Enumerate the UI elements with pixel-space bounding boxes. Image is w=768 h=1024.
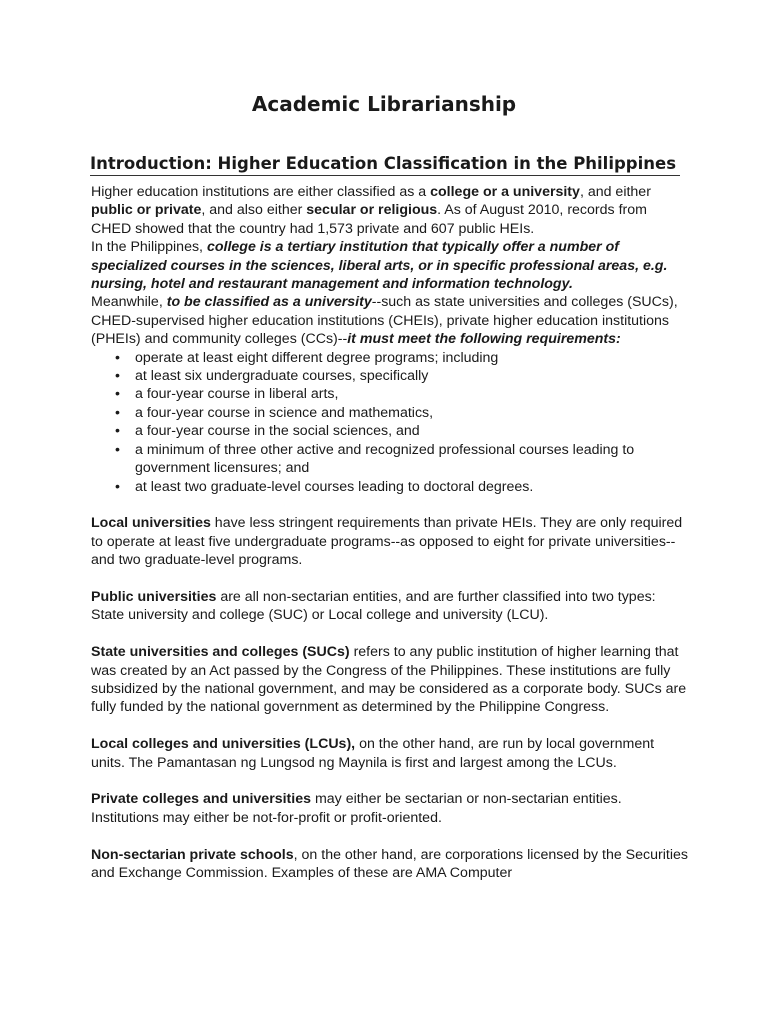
paragraph-nonsectarian: Non-sectarian private schools, on the other hand, are corporations licensed by the Securities and Exchange Commission. Examples of these are AMA Computer	[91, 846, 688, 881]
list-item: • at least six undergraduate courses, specifically	[135, 367, 691, 385]
list-item: • a minimum of three other active and recognized professional courses leading to government licensures; and	[135, 441, 691, 478]
requirements-list	[91, 349, 691, 496]
paragraph-public-universities: Public universities are all non-sectarian entities, and are further classified into two types: State university and college (SUC) or Local college and university (LCU).	[91, 588, 656, 624]
list-item: • a four-year course in science and mathematics,	[135, 404, 691, 422]
list-item: • a four-year course in liberal arts,	[135, 385, 691, 403]
paragraph-local-universities: Local universities have less stringent requirements than private HEIs. They are only required to operate at least five undergraduate programs--as opposed to eight for private universities--and two graduate-level programs.	[91, 515, 683, 569]
list-item: • at least two graduate-level courses leading to doctoral degrees.	[135, 478, 691, 496]
document-body	[91, 183, 691, 882]
paragraph-private-colleges: Private colleges and universities may either be sectarian or non-sectarian entities. Institutions may either be not-for-profit or profit-oriented.	[91, 791, 622, 826]
paragraph-sucs: State universities and colleges (SUCs) refers to any public institution of higher learning that was created by an Act passed by the Congress of the Philippines. These institutions are fully subsidized by the national government, and may be considered as a corporate body. SUCs are fully funded by the national government as determined by the Philippine Congress.	[91, 644, 687, 716]
document-title: Academic Librarianship	[251, 92, 517, 116]
paragraph-college-definition: In the Philippines, college is a tertiary institution that typically offer a number of specialized courses in the sciences, liberal arts, or in specific professional areas, e.g. nursing, hotel and restaurant management and information technology.	[91, 239, 668, 293]
list-item: • a four-year course in the social sciences, and	[135, 422, 691, 440]
section-heading: Introduction: Higher Education Classification in the Philippines	[90, 154, 680, 176]
paragraph-classification: Higher education institutions are either classified as a college or a university, and either public or private, and also either secular or religious. As of August 2010, records from CHED showed that the country had 1,573 private and 607 public HEIs.	[91, 184, 651, 237]
paragraph-lcus: Local colleges and universities (LCUs), on the other hand, are run by local government units. The Pamantasan ng Lungsod ng Maynila is first and largest among the LCUs.	[91, 736, 655, 771]
paragraph-university-definition: Meanwhile, to be classified as a university--such as state universities and colleges (SUCs), CHED-supervised higher education institutions (CHEIs), private higher education institutions (PHEIs) and community colleges (CCs)--it must meet the following requirements:	[91, 294, 678, 348]
list-item: • operate at least eight different degree programs; including	[135, 349, 691, 367]
